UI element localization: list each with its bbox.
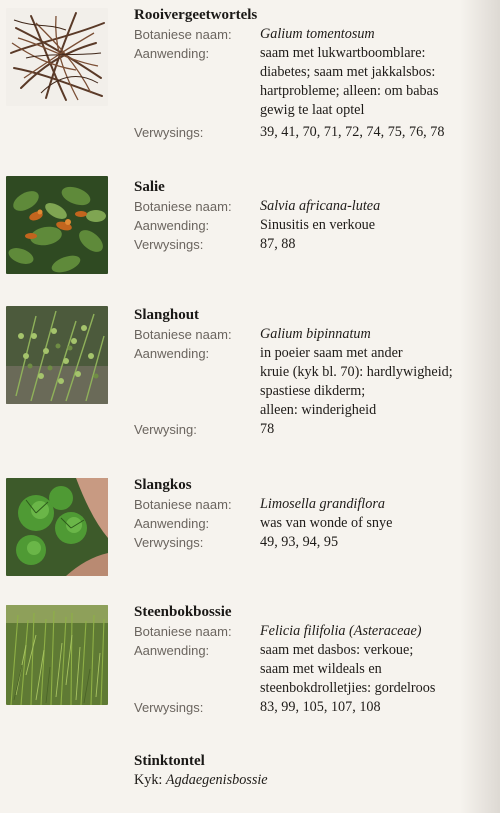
use-text	[260, 641, 498, 698]
references: 39, 41, 70, 71, 72, 74, 75, 76, 78	[260, 124, 445, 140]
botanical-name-label: Botaniese naam:	[134, 199, 232, 214]
references: 83, 99, 105, 107, 108	[260, 699, 381, 715]
use-line: was van wonde of snye	[260, 515, 393, 531]
entry-title: Salie	[134, 179, 165, 195]
use-line: alleen: winderigheid	[260, 402, 377, 418]
use-text	[260, 216, 498, 235]
botanical-name: Salvia africana-lutea	[260, 198, 381, 214]
use-line: gewig te laat optel	[260, 102, 365, 118]
botanical-name: Galium tomentosum	[260, 26, 375, 42]
slanghout-plant-photo	[6, 306, 108, 404]
use-line: saam met dasbos: verkoue;	[260, 642, 414, 658]
see-reference	[134, 771, 500, 790]
use-line: steenbokdrolletjies: gordelroos	[260, 680, 436, 696]
see-label: Kyk:	[134, 772, 166, 788]
use-line: kruie (kyk bl. 70): hardlywigheid;	[260, 364, 453, 380]
use-line: hartprobleme; alleen: om babas	[260, 83, 439, 99]
use-line: saam met lukwartboomblare:	[260, 45, 426, 61]
botanical-name: Galium bipinnatum	[260, 326, 371, 342]
use-text	[260, 514, 498, 533]
entry-title: Slangkos	[134, 477, 192, 493]
reference-label: Verwysing:	[134, 422, 197, 437]
see-target: Agdaegenisbossie	[165, 772, 268, 788]
references: 87, 88	[260, 236, 296, 252]
dried-roots-photo	[6, 8, 108, 106]
references-label: Verwysings:	[134, 125, 204, 140]
entry-title: Slanghout	[134, 307, 200, 323]
entry-title: Steenbokbossie	[134, 604, 232, 620]
slangkos-leaves-photo	[6, 478, 108, 576]
steenbokbossie-shrub-photo	[6, 605, 108, 705]
use-line: saam met wildeals en	[260, 661, 382, 677]
use-label: Aanwending:	[134, 516, 210, 531]
entry-title: Stinktontel	[134, 753, 205, 769]
use-line: Sinusitis en verkoue	[260, 217, 376, 233]
botanical-name: Limosella grandiflora	[260, 496, 385, 512]
botanical-name-label: Botaniese naam:	[134, 327, 232, 342]
botanical-name: Felicia filifolia (Asteraceae)	[260, 623, 422, 639]
use-text	[260, 344, 498, 420]
references-label: Verwysings:	[134, 700, 204, 715]
use-text	[260, 44, 498, 120]
references: 49, 93, 94, 95	[260, 534, 339, 550]
use-label: Aanwending:	[134, 643, 210, 658]
use-label: Aanwending:	[134, 218, 210, 233]
botanical-name-label: Botaniese naam:	[134, 497, 232, 512]
references: 78	[260, 421, 275, 437]
use-label: Aanwending:	[134, 346, 210, 361]
use-line: in poeier saam met ander	[260, 345, 403, 361]
entry-title: Rooivergeetwortels	[134, 7, 258, 23]
botanical-name-label: Botaniese naam:	[134, 624, 232, 639]
salvia-plant-photo	[6, 176, 108, 274]
use-label: Aanwending:	[134, 46, 210, 61]
botanical-name-label: Botaniese naam:	[134, 27, 232, 42]
use-line: diabetes; saam met jakkalsbos:	[260, 64, 436, 80]
references-label: Verwysings:	[134, 535, 204, 550]
references-label: Verwysings:	[134, 237, 204, 252]
use-line: spastiese dikderm;	[260, 383, 366, 399]
